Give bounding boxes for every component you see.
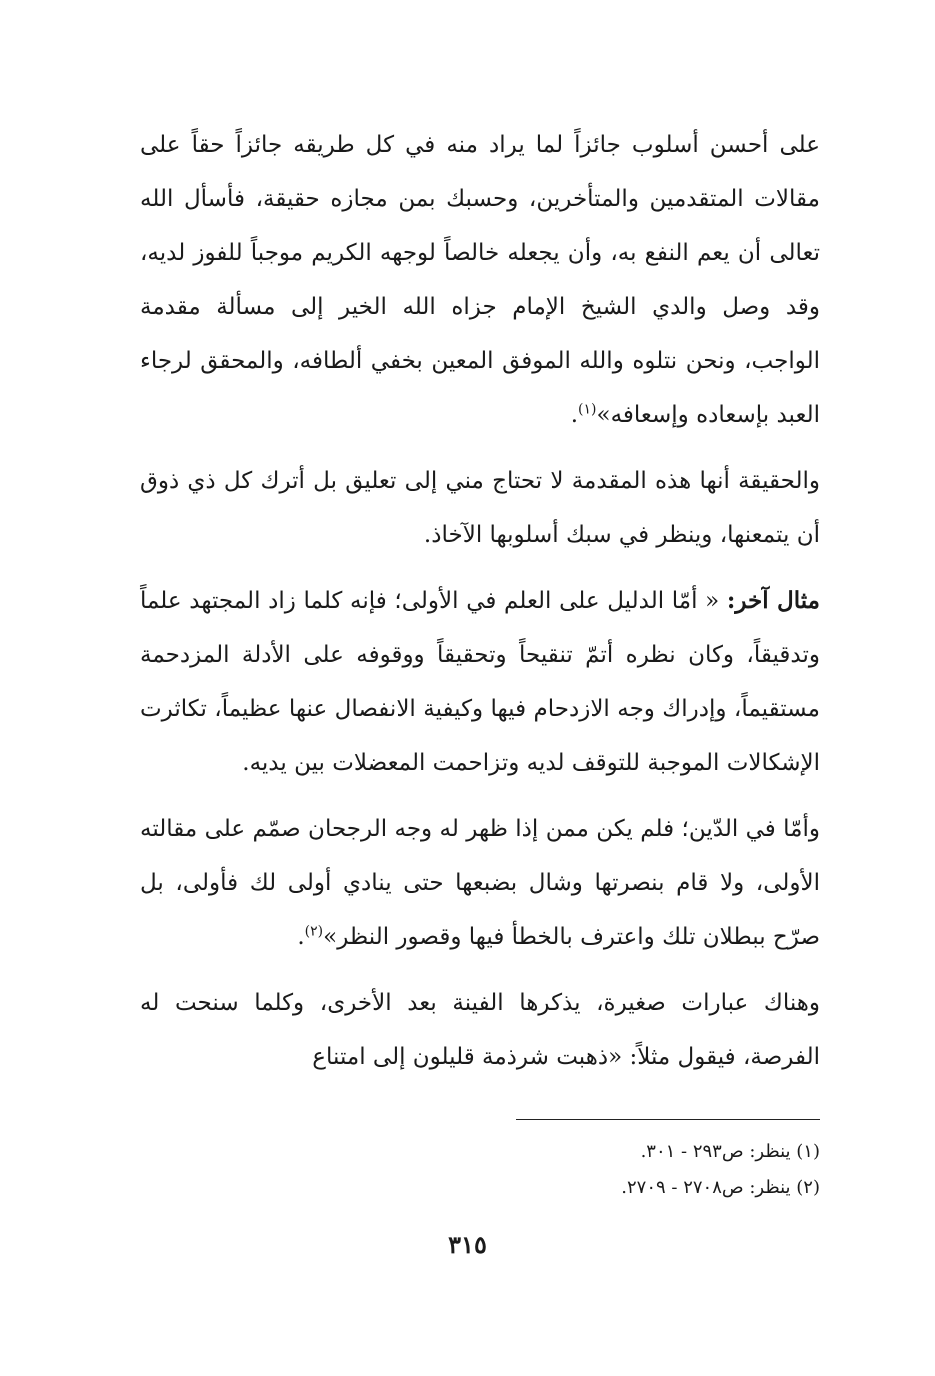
example-label: مثال آخر: bbox=[726, 587, 820, 614]
paragraph-3-text: « أمّا الدليل على العلم في الأولى؛ فإنه كلما زاد المجتهد علماً وتدقيقاً، وكان نظره أتمّ تنقيحاً وتحقيقاً ووقوفه على الأدلة المزدحمة مستقيماً، وإدراك وجه الازدحام فيها وكيفية الانفصال عنها عظيماً، تكاثرت الإشكالات الموجبة للتوقف لديه وتزاحمت المعضلات بين يديه. bbox=[140, 588, 820, 776]
footnote-1: (١) ينظر: ص٢٩٣ - ٣٠١. bbox=[640, 1141, 820, 1162]
paragraph-5: وهناك عبارات صغيرة، يذكرها الفينة بعد الأخرى، وكلما سنحت له الفرصة، فيقول مثلاً: «ذهبت شرذمة قليلون إلى امتناع bbox=[140, 990, 820, 1070]
footnote-separator bbox=[516, 1119, 820, 1120]
footnote-ref-1[interactable]: (١) bbox=[578, 401, 597, 418]
footnotes bbox=[440, 1134, 820, 1206]
paragraph-4 bbox=[140, 802, 820, 964]
paragraph-1-text: على أحسن أسلوب جائزاً لما يراد منه في كل طريقه جائزاً حقاً على مقالات المتقدمين والمتأخرين، وحسبك بمن مجازه حقيقة، فأسأل الله تعالى أن يعم النفع به، وأن يجعله خالصاً لوجهه الكريم موجباً للفوز لديه، وقد وصل والدي الشيخ الإمام جزاه الله الخير إلى مسألة مقدمة الواجب، ونحن نتلوه والله الموفق المعين بخفي ألطافه، والمحقق لرجاء العبد بإسعاده وإسعافه» bbox=[140, 132, 820, 428]
paragraph-4-end: . bbox=[297, 924, 305, 950]
footnote-2: (٢) ينظر: ص٢٧٠٨ - ٢٧٠٩. bbox=[621, 1177, 820, 1198]
paragraph-4-text: وأمّا في الدّين؛ فلم يكن ممن إذا ظهر له وجه الرجحان صمّم على مقالته الأولى، ولا قام بنصرتها وشال بضبعها حتى ينادي أولى لك فأولى، بل صرّح ببطلان تلك واعترف بالخطأ فيها وقصور النظر» bbox=[140, 816, 820, 950]
paragraph-3 bbox=[140, 574, 820, 790]
footnote-ref-2[interactable]: (٢) bbox=[304, 923, 324, 940]
paragraph-1-end: . bbox=[570, 402, 579, 428]
paragraph-2: والحقيقة أنها هذه المقدمة لا تحتاج مني إلى تعليق بل أترك كل ذي ذوق أن يتمعنها، وينظر في سبك أسلوبها الآخاذ. bbox=[140, 468, 820, 548]
paragraph-1 bbox=[140, 118, 820, 442]
page-body bbox=[140, 118, 820, 1084]
page-number: ٣١٥ bbox=[448, 1230, 487, 1259]
